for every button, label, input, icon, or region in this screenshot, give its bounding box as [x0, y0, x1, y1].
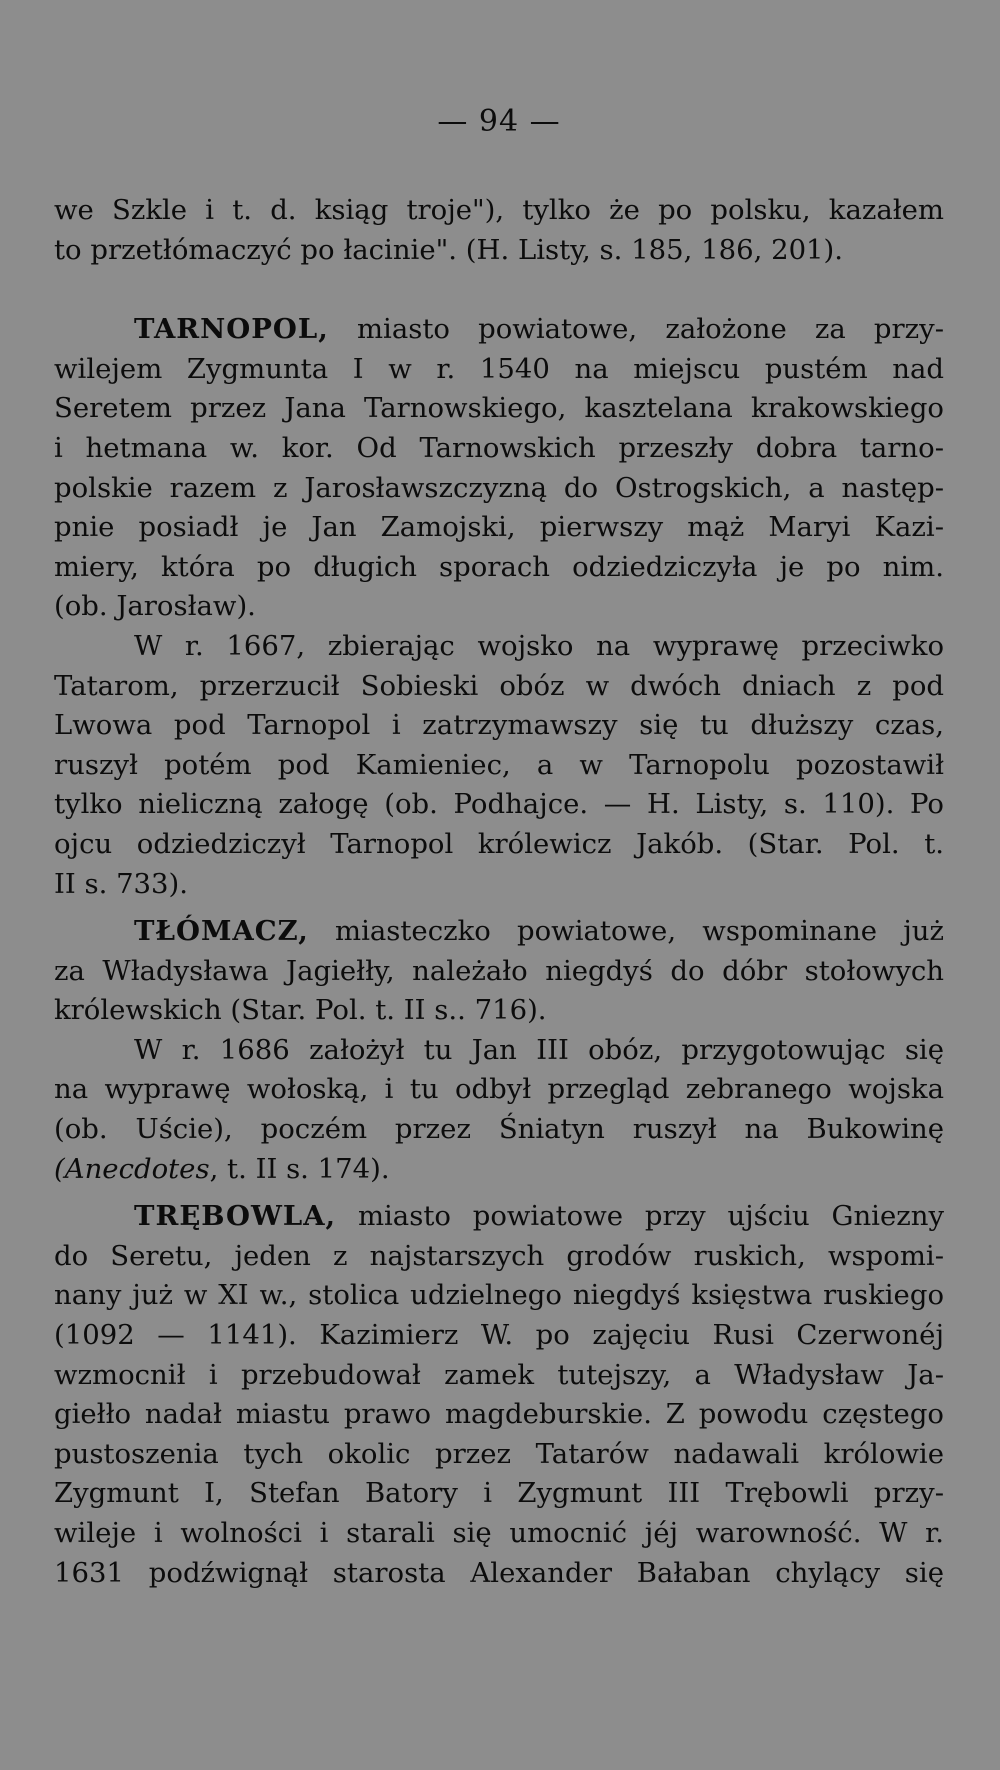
text-line: tylko nieliczną załogę (ob. Podhajce. — H. Listy, s. 110). Po [54, 788, 944, 821]
text-line: pnie posiadł je Jan Zamojski, pierwszy mąż Maryi Kazi- [54, 511, 944, 544]
entry-heading: TARNOPOL, [134, 313, 329, 346]
text-line: do Seretu, jeden z najstarszych grodów ruskich, wspomi- [54, 1239, 944, 1272]
text-line: to przetłómaczyć po łacinie". (H. Listy, s. 185, 186, 201). [54, 233, 844, 266]
text-line: (ob. Uście), poczém przez Śniatyn ruszył na Bukowinę [54, 1113, 944, 1146]
text-line: nany już w XI w., stolica udzielnego niegdyś księstwa ruskiego [54, 1279, 944, 1312]
text-line: Lwowa pod Tarnopol i zatrzymawszy się tu dłuższy czas, [54, 709, 944, 742]
entry-trebowla [54, 1197, 944, 1593]
entry-tlomacz [54, 912, 944, 1189]
text-line: ruszył potém pod Kamieniec, a w Tarnopolu pozostawił [54, 748, 944, 781]
text-span: miasteczko powiatowe, wspominane już [335, 915, 944, 948]
text-line: wzmocnił i przebudował zamek tutejszy, a Władysław Ja- [54, 1358, 944, 1391]
text-line: miery, która po długich sporach odziedziczyła je po nim. [54, 550, 944, 583]
text-line: Zygmunt I, Stefan Batory i Zygmunt III Trębowli przy- [54, 1477, 944, 1510]
text-line: W r. 1667, zbierając wojsko na wyprawę przeciwko [134, 629, 944, 662]
text-span: miasto powiatowe, założone za przy- [356, 313, 944, 346]
text-line: pustoszenia tych okolic przez Tatarów nadawali królowie [54, 1437, 944, 1470]
text-line: ojcu odziedziczył Tarnopol królewicz Jakób. (Star. Pol. t. [54, 827, 944, 860]
text-line: (ob. Jarosław). [54, 590, 256, 623]
text-line: Seretem przez Jana Tarnowskiego, kasztelana krakowskiego [54, 392, 944, 425]
text-line: i hetmana w. kor. Od Tarnowskich przeszły dobra tarno- [54, 431, 944, 464]
text-line: II s. 733). [54, 867, 189, 900]
text-line: na wyprawę wołoską, i tu odbył przegląd zebranego wojska [54, 1073, 944, 1106]
continuation-text [54, 191, 944, 270]
text-line: za Władysława Jagiełły, należało niegdyś do dóbr stołowych [54, 954, 944, 987]
entry-heading: TRĘBOWLA, [134, 1200, 337, 1233]
text-line: we Szkle i t. d. ksiąg troje"), tylko że po polsku, kazałem [54, 194, 944, 226]
text-line [54, 1150, 944, 1190]
text-line: W r. 1686 założył tu Jan III obóz, przygotowując się [134, 1033, 944, 1066]
text-span: , t. II s. 174). [209, 1152, 390, 1185]
text-line: królewskich (Star. Pol. t. II s.. 716). [54, 994, 547, 1027]
text-line: 1631 podźwignął starosta Alexander Bałaban chylący się [54, 1556, 944, 1589]
entry-tarnopol [54, 310, 944, 904]
entry-first-line [54, 912, 944, 952]
entry-heading: TŁÓMACZ, [134, 915, 309, 948]
entry-first-line [54, 310, 944, 350]
text-line: polskie razem z Jarosławszczyzną do Ostrogskich, a następ- [54, 471, 944, 504]
page-number: — 94 — [437, 104, 561, 139]
text-line: wileje i wolności i starali się umocnić jéj warowność. W r. [54, 1517, 944, 1549]
text-line: giełło nadał miastu prawo magdeburskie. Z powodu częstego [54, 1398, 944, 1431]
text-line: Tatarom, przerzucił Sobieski obóz w dwóch dniach z pod [54, 669, 944, 702]
text-span: miasto powiatowe przy ujściu Gniezny [357, 1200, 944, 1233]
text-line: wilejem Zygmunta I w r. 1540 na miejscu pustém nad [54, 352, 944, 385]
italic-title: (Anecdotes [54, 1152, 210, 1185]
text-line: (1092 — 1141). Kazimierz W. po zajęciu Rusi Czerwonéj [54, 1319, 944, 1352]
entry-first-line [54, 1197, 944, 1237]
